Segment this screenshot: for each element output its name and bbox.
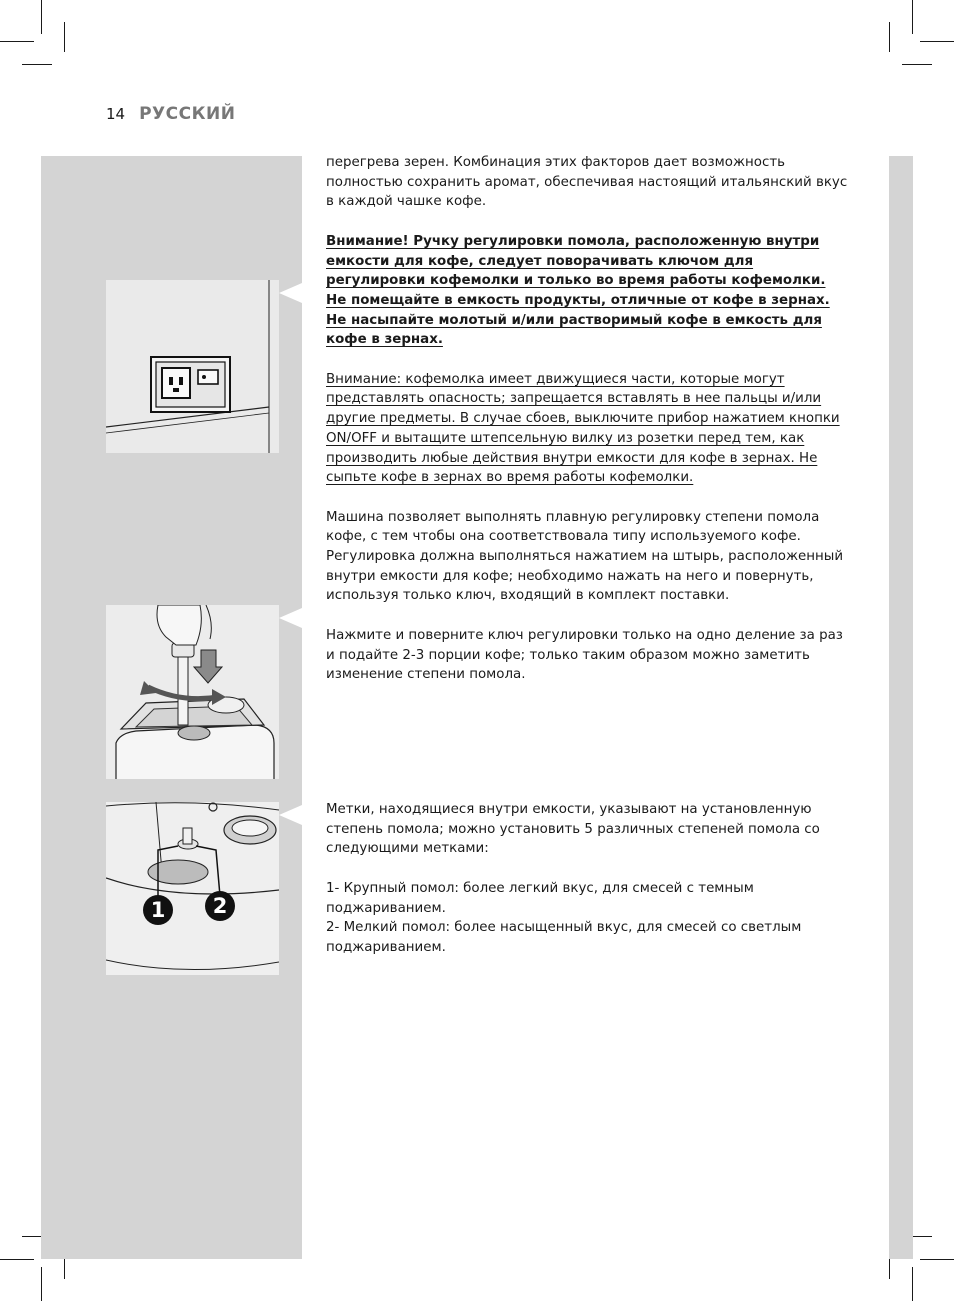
list-item-coarse: 1- Крупный помол: более легкий вкус, для смесей с темным поджариванием. bbox=[326, 880, 754, 916]
grinder-key-illustration bbox=[106, 605, 279, 779]
crop-mark bbox=[0, 41, 34, 42]
paragraph-markers: Метки, находящиеся внутри емкости, указывают на установленную степень помола; можно установить 5 различных степеней помола со следующими метками: bbox=[326, 802, 820, 857]
crop-mark bbox=[920, 1259, 954, 1260]
language-title: РУССКИЙ bbox=[139, 104, 236, 124]
grind-markers-illustration bbox=[106, 802, 279, 975]
crop-mark bbox=[912, 1267, 913, 1301]
warning-moving-parts: Внимание: кофемолка имеет движущиеся части, которые могут представлять опасность; запрещается вставлять в нее пальцы и/или другие предметы. В случае сбоев, выключите прибор нажатием кнопки ON/OFF и вытащите штепсельную вилку из розетки перед тем, как производить любые действия внутри емкости для кофе в зернах. Не сыпьте кофе в зернах во время работы кофемолки. bbox=[326, 371, 840, 486]
text-block-top bbox=[326, 153, 848, 685]
text-block-markers bbox=[326, 800, 848, 958]
crop-mark bbox=[0, 1259, 34, 1260]
paragraph-grind-adjust: Машина позволяет выполнять плавную регулировку степени помола кофе, с тем чтобы она соответствовала типу используемого кофе. Регулировка должна выполняться нажатием на штырь, расположенный внутри емкости для кофе; необходимо нажать на него и повернуть, используя только ключ, входящий в комплект поставки. bbox=[326, 509, 844, 604]
right-sidebar bbox=[889, 156, 913, 1259]
figure-grind-markers bbox=[106, 802, 279, 975]
crop-mark bbox=[22, 64, 52, 65]
page-header bbox=[106, 104, 235, 128]
marker-label-2: 2 bbox=[205, 891, 235, 921]
list-item-fine: 2- Мелкий помол: более насыщенный вкус, для смесей со светлым поджариванием. bbox=[326, 920, 802, 955]
warning-bold: Внимание! Ручку регулировки помола, расположенную внутри емкости для кофе, следует поворачивать ключом для регулировки кофемолки и только во время работы кофемолки. Не помещайте в емкость продукты, отличные от кофе в зернах. Не насыпайте молотый и/или растворимый кофе в емкость для кофе в зернах. bbox=[326, 233, 830, 348]
crop-mark bbox=[902, 64, 932, 65]
paragraph-turn-key: Нажмите и поверните ключ регулировки только на одно деление за раз и подайте 2-3 порции кофе; только таким образом можно заметить изменение степени помола. bbox=[326, 627, 843, 683]
crop-mark bbox=[920, 41, 954, 42]
crop-mark bbox=[64, 22, 65, 52]
socket-illustration bbox=[106, 280, 279, 453]
marker-label-1: 1 bbox=[143, 895, 173, 925]
crop-mark bbox=[41, 0, 42, 34]
crop-mark bbox=[41, 1267, 42, 1301]
figure-grinder-key bbox=[106, 605, 279, 779]
figure-pointer bbox=[279, 805, 302, 825]
crop-mark bbox=[912, 0, 913, 34]
figure-socket bbox=[106, 280, 279, 453]
crop-mark bbox=[889, 22, 890, 52]
figure-pointer bbox=[279, 608, 302, 628]
page-number: 14 bbox=[106, 105, 126, 123]
paragraph-intro: перегрева зерен. Комбинация этих факторов дает возможность полностью сохранить аромат, обеспечивая настоящий итальянский вкус в каждой чашке кофе. bbox=[326, 155, 848, 210]
figure-pointer bbox=[279, 283, 302, 303]
